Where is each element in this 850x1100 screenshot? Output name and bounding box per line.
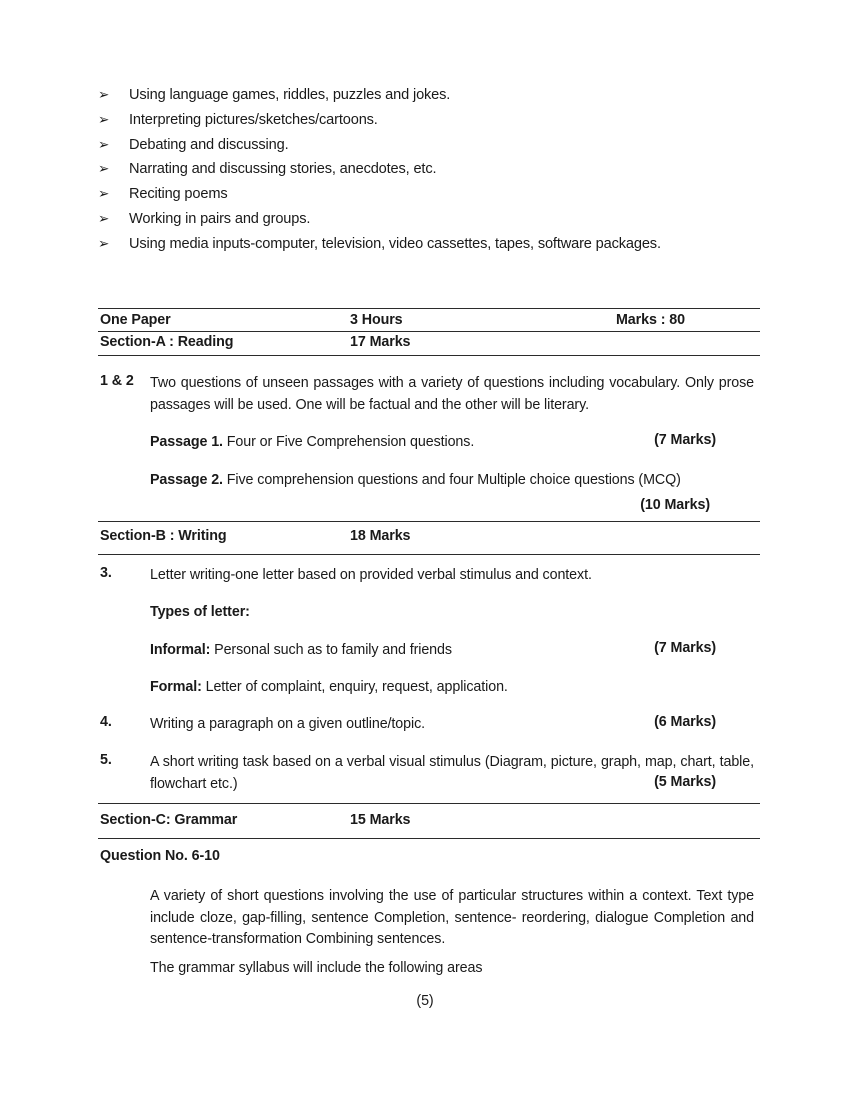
list-item (98, 212, 762, 237)
passage-1-description: Four or Five Comprehension questions. (222, 434, 475, 450)
passage-2-description: Five comprehension questions and four Multiple choice questions (MCQ) (222, 472, 681, 488)
section-c-paragraph-2: The grammar syllabus will include the following areas (150, 960, 483, 976)
passage-2-label: Passage 2. (150, 472, 223, 488)
list-item (98, 113, 762, 138)
section-c-title: Section-C: Grammar (100, 812, 238, 828)
informal-description: Personal such as to family and friends (210, 642, 452, 658)
list-item-label: Interpreting pictures/sketches/cartoons. (129, 111, 378, 128)
activities-bullet-list (98, 88, 762, 262)
table-rule-top (98, 308, 760, 309)
question-4-marks: (6 Marks) (654, 714, 716, 730)
list-item-label: Narrating and discussing stories, anecdotes, etc. (129, 161, 437, 178)
passage-1-label: Passage 1. (150, 434, 223, 450)
table-rule-before-section-c (98, 803, 760, 804)
formal-description: Letter of complaint, enquiry, request, application. (201, 679, 508, 695)
arrow-bullet-icon: ➢ (98, 161, 110, 178)
arrow-bullet-icon: ➢ (98, 235, 110, 252)
table-rule-after-section-b-header (98, 554, 760, 555)
arrow-bullet-icon: ➢ (98, 136, 110, 153)
total-marks-label: Marks : 80 (616, 312, 685, 328)
informal-letter-marks: (7 Marks) (654, 640, 716, 656)
passage-1-marks: (7 Marks) (654, 432, 716, 448)
list-item-label: Using language games, riddles, puzzles and jokes. (129, 87, 451, 103)
types-of-letter-heading: Types of letter: (150, 604, 250, 620)
section-a-title: Section-A : Reading (100, 334, 234, 350)
duration-label: 3 Hours (350, 312, 403, 328)
question-no-6-10-heading: Question No. 6-10 (100, 848, 220, 864)
arrow-bullet-icon: ➢ (98, 186, 110, 203)
arrow-bullet-icon: ➢ (98, 210, 110, 227)
question-number-5: 5. (100, 752, 112, 768)
list-item (98, 187, 762, 212)
table-rule-after-section-a-header (98, 355, 760, 356)
question-number-1-2: 1 & 2 (100, 373, 134, 389)
section-a-marks: 17 Marks (350, 334, 411, 350)
informal-label: Informal: (150, 642, 211, 658)
section-c-marks: 15 Marks (350, 812, 411, 828)
table-rule-before-section-b (98, 521, 760, 522)
table-rule-after-paper-header (98, 331, 760, 332)
page-number: (5) (416, 993, 434, 1009)
informal-letter-text (150, 640, 452, 662)
question-4-text: Writing a paragraph on a given outline/topic. (150, 716, 425, 732)
list-item-label: Using media inputs-computer, television, video cassettes, tapes, software packages. (129, 235, 661, 252)
question-number-3: 3. (100, 565, 112, 581)
formal-letter-text (150, 677, 508, 699)
section-c-paragraph-1: A variety of short questions involving the use of particular structures within a context. Text type include cloze, gap-filling, sentence Completion, sentence- reordering, dialogue Completion and sentence-transformation Combining sentences. (150, 888, 754, 947)
question-5-text: A short writing task based on a verbal visual stimulus (Diagram, picture, graph, map, chart, table, flowchart etc.) (150, 754, 754, 792)
arrow-bullet-icon: ➢ (98, 111, 110, 128)
list-item-label: Reciting poems (129, 186, 228, 203)
table-rule-after-section-c-header (98, 838, 760, 839)
paper-label: One Paper (100, 312, 171, 328)
list-item (98, 138, 762, 163)
list-item (98, 237, 762, 262)
question-1-2-text: Two questions of unseen passages with a variety of questions including vocabulary. Only prose passages will be used. One will be factual and the other will be literary. (150, 375, 754, 413)
section-b-marks: 18 Marks (350, 528, 411, 544)
section-b-title: Section-B : Writing (100, 528, 227, 544)
passage-1-text (150, 432, 474, 454)
list-item (98, 88, 762, 113)
list-item-label: Working in pairs and groups. (129, 210, 311, 227)
question-3-text: Letter writing-one letter based on provided verbal stimulus and context. (150, 567, 592, 583)
passage-2-marks: (10 Marks) (640, 497, 710, 513)
list-item (98, 162, 762, 187)
arrow-bullet-icon: ➢ (98, 87, 110, 103)
question-number-4: 4. (100, 714, 112, 730)
passage-2-text (150, 470, 681, 492)
question-5-marks: (5 Marks) (654, 774, 716, 790)
list-item-label: Debating and discussing. (129, 136, 289, 153)
formal-label: Formal: (150, 679, 202, 695)
